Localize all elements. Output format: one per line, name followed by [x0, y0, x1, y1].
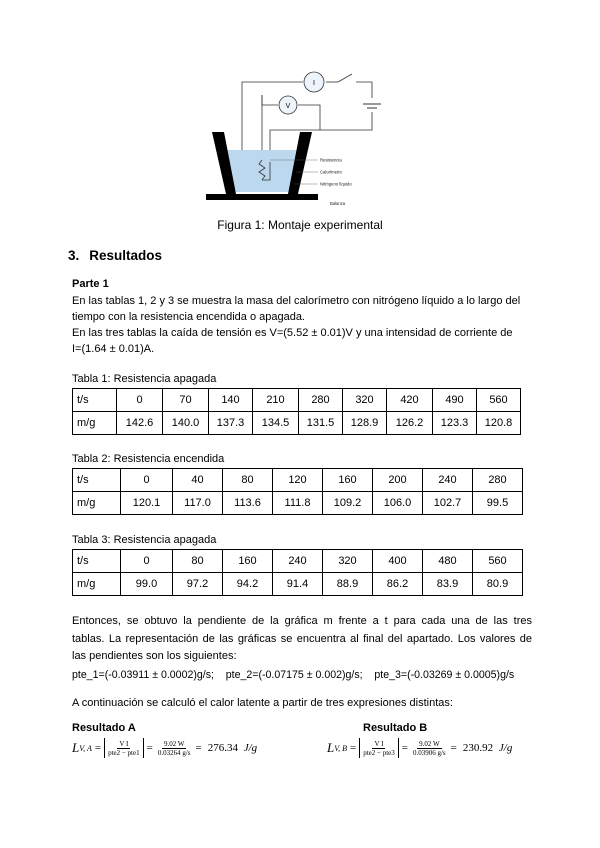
- table3-cell: 560: [473, 550, 523, 573]
- label-calorimeter: Calorímetro: [320, 169, 342, 175]
- part1-para2-line1: En las tres tablas la caída de tensión es V=(5.52 ± 0.01)V y una intensidad de corriente de: [72, 327, 513, 339]
- section-number: 3.: [68, 248, 80, 263]
- table1-cell: 120.8: [477, 412, 521, 435]
- result-b-frac1-den: pte2 − pte3: [363, 748, 395, 757]
- table1-cell: 420: [387, 389, 433, 412]
- part1-para1-line2: tiempo con la resistencia encendida o apagada.: [72, 311, 305, 323]
- table1-cell: 280: [299, 389, 343, 412]
- slopes-line2: tablas. La representación de las gráficas se encuentra al final del apartado. Los valores de: [72, 632, 532, 645]
- table2-cell: 80: [223, 469, 273, 492]
- table1-cell: 134.5: [253, 412, 299, 435]
- voltmeter-icon: [279, 96, 297, 114]
- part1-title: Parte 1: [72, 278, 109, 290]
- table2-cell: 160: [323, 469, 373, 492]
- table1-cell: 128.9: [343, 412, 387, 435]
- table2-cell: 102.7: [423, 492, 473, 515]
- table1-cell: 123.3: [433, 412, 477, 435]
- table1-cell: 140: [209, 389, 253, 412]
- table1: [72, 388, 521, 435]
- result-a-frac2-num: 9.02 W: [163, 739, 185, 748]
- table2-caption: Tabla 2: Resistencia encendida: [72, 453, 225, 465]
- table2-cell: 106.0: [373, 492, 423, 515]
- part1-para2-line2: I=(1.64 ± 0.01)A.: [72, 343, 155, 355]
- table2-cell: 40: [173, 469, 223, 492]
- table3-cell: 320: [323, 550, 373, 573]
- balance-base: [206, 194, 318, 200]
- table2-row-time: [73, 469, 523, 492]
- table3-cell: 0: [121, 550, 173, 573]
- experimental-setup-figure: [200, 60, 580, 220]
- voltmeter-symbol: V: [285, 103, 291, 110]
- section-heading: [68, 248, 162, 263]
- table3-cell: 86.2: [373, 573, 423, 596]
- table1-cell: 142.6: [117, 412, 163, 435]
- table2-cell: 240: [423, 469, 473, 492]
- result-b-subscript: V, B: [334, 743, 347, 753]
- result-a-value: 276.34: [207, 742, 238, 754]
- result-a-frac1: [108, 740, 140, 757]
- table2-cell: 99.5: [473, 492, 523, 515]
- table2-cell: 113.6: [223, 492, 273, 515]
- result-b-eq1: =: [349, 742, 357, 754]
- table3-caption: Tabla 3: Resistencia apagada: [72, 534, 217, 546]
- slope-values: [72, 669, 532, 681]
- result-a-frac1-den: pte2 − pte1: [108, 748, 140, 757]
- table3-cell: 480: [423, 550, 473, 573]
- table3-cell: 99.0: [121, 573, 173, 596]
- result-a-frac1-num: V I: [119, 739, 129, 748]
- table3-time-label: t/s: [73, 550, 121, 573]
- result-b-frac1: [363, 740, 395, 757]
- table1-cell: 490: [433, 389, 477, 412]
- result-a-formula: [72, 738, 257, 758]
- table3-cell: 88.9: [323, 573, 373, 596]
- slopes-paragraph: [72, 613, 532, 666]
- result-b-symbol: L: [327, 740, 335, 755]
- result-a-unit: J/g: [243, 742, 258, 754]
- table3-cell: 160: [223, 550, 273, 573]
- table2-time-label: t/s: [73, 469, 121, 492]
- label-resistance: Resistencia: [320, 157, 342, 163]
- result-b-title: Resultado B: [363, 722, 428, 734]
- result-b-formula: [327, 738, 512, 758]
- table3-cell: 97.2: [173, 573, 223, 596]
- table3-cell: 80.9: [473, 573, 523, 596]
- ammeter-icon: [304, 72, 324, 92]
- table2-cell: 109.2: [323, 492, 373, 515]
- result-b-frac2-num: 9.02 W: [419, 739, 440, 748]
- result-a-frac2: [158, 740, 191, 757]
- table2-cell: 120: [273, 469, 323, 492]
- result-a-title: Resultado A: [72, 722, 136, 734]
- table1-cell: 140.0: [163, 412, 209, 435]
- table1-cell: 320: [343, 389, 387, 412]
- slope-2: pte_2=(-0.07175 ± 0.002)g/s;: [225, 669, 363, 681]
- table1-cell: 137.3: [209, 412, 253, 435]
- table3-cell: 240: [273, 550, 323, 573]
- table2-cell: 200: [373, 469, 423, 492]
- table2-cell: 0: [121, 469, 173, 492]
- table2-cell: 111.8: [273, 492, 323, 515]
- table3-cell: 80: [173, 550, 223, 573]
- battery-icon: [363, 104, 381, 108]
- table2-cell: 280: [473, 469, 523, 492]
- figure-caption: Figura 1: Montaje experimental: [217, 218, 383, 232]
- label-nitrogen: Nitrógeno líquido: [320, 181, 352, 187]
- table3-row-time: [73, 550, 523, 573]
- result-b-frac1-num: V I: [374, 739, 384, 748]
- slope-3: pte_3=(-0.03269 ± 0.0005)g/s: [374, 669, 515, 681]
- result-b-unit: J/g: [498, 742, 513, 754]
- table2-cell: 120.1: [121, 492, 173, 515]
- table1-cell: 0: [117, 389, 163, 412]
- part1-paragraph: [72, 293, 532, 357]
- table1-caption: Tabla 1: Resistencia apagada: [72, 373, 217, 385]
- calc-intro: A continuación se calculó el calor latente a partir de tres expresiones distintas:: [72, 697, 453, 709]
- table3: [72, 549, 523, 596]
- table3-row-mass: [73, 573, 523, 596]
- table3-cell: 94.2: [223, 573, 273, 596]
- table1-cell: 560: [477, 389, 521, 412]
- table3-cell: 83.9: [423, 573, 473, 596]
- table1-cell: 131.5: [299, 412, 343, 435]
- result-a-symbol: L: [72, 740, 80, 755]
- table1-row-time: [73, 389, 521, 412]
- result-b-frac2-den: 0.03906 g/s: [412, 748, 446, 757]
- slopes-line3: las pendientes son los siguientes:: [72, 650, 237, 662]
- result-a-eq2: =: [146, 742, 153, 754]
- table2-mass-label: m/g: [73, 492, 121, 515]
- result-a-eq1: =: [94, 742, 102, 754]
- table1-cell: 126.2: [387, 412, 433, 435]
- result-b-eq3: =: [450, 742, 457, 754]
- liquid-nitrogen: [224, 150, 300, 192]
- result-b-value: 230.92: [462, 742, 494, 754]
- result-a-frac2-den: 0.03264 g/s: [157, 748, 191, 757]
- table1-cell: 70: [163, 389, 209, 412]
- result-b-abs: [359, 738, 399, 758]
- table1-row-mass: [73, 412, 521, 435]
- slopes-line1: Entonces, se obtuvo la pendiente de la gráfica m frente a t para cada una de las tres: [72, 615, 532, 627]
- label-balance: Balanza: [330, 201, 346, 206]
- result-a-abs: [104, 738, 144, 758]
- table1-time-label: t/s: [73, 389, 117, 412]
- table1-cell: 210: [253, 389, 299, 412]
- table1-mass-label: m/g: [73, 412, 117, 435]
- result-b-frac2: [413, 740, 446, 757]
- part1-para1-line1: En las tablas 1, 2 y 3 se muestra la masa del calorímetro con nitrógeno líquido a lo largo del: [72, 295, 521, 307]
- slope-1: pte_1=(-0.03911 ± 0.0002)g/s;: [72, 669, 214, 681]
- table2-cell: 117.0: [173, 492, 223, 515]
- table3-cell: 91.4: [273, 573, 323, 596]
- ammeter-symbol: I: [313, 80, 315, 87]
- table3-mass-label: m/g: [73, 573, 121, 596]
- table3-cell: 400: [373, 550, 423, 573]
- section-title: Resultados: [89, 248, 163, 263]
- result-a-eq3: =: [195, 742, 202, 754]
- table2: [72, 468, 523, 515]
- table2-row-mass: [73, 492, 523, 515]
- result-a-subscript: V, A: [79, 743, 92, 753]
- result-b-eq2: =: [401, 742, 408, 754]
